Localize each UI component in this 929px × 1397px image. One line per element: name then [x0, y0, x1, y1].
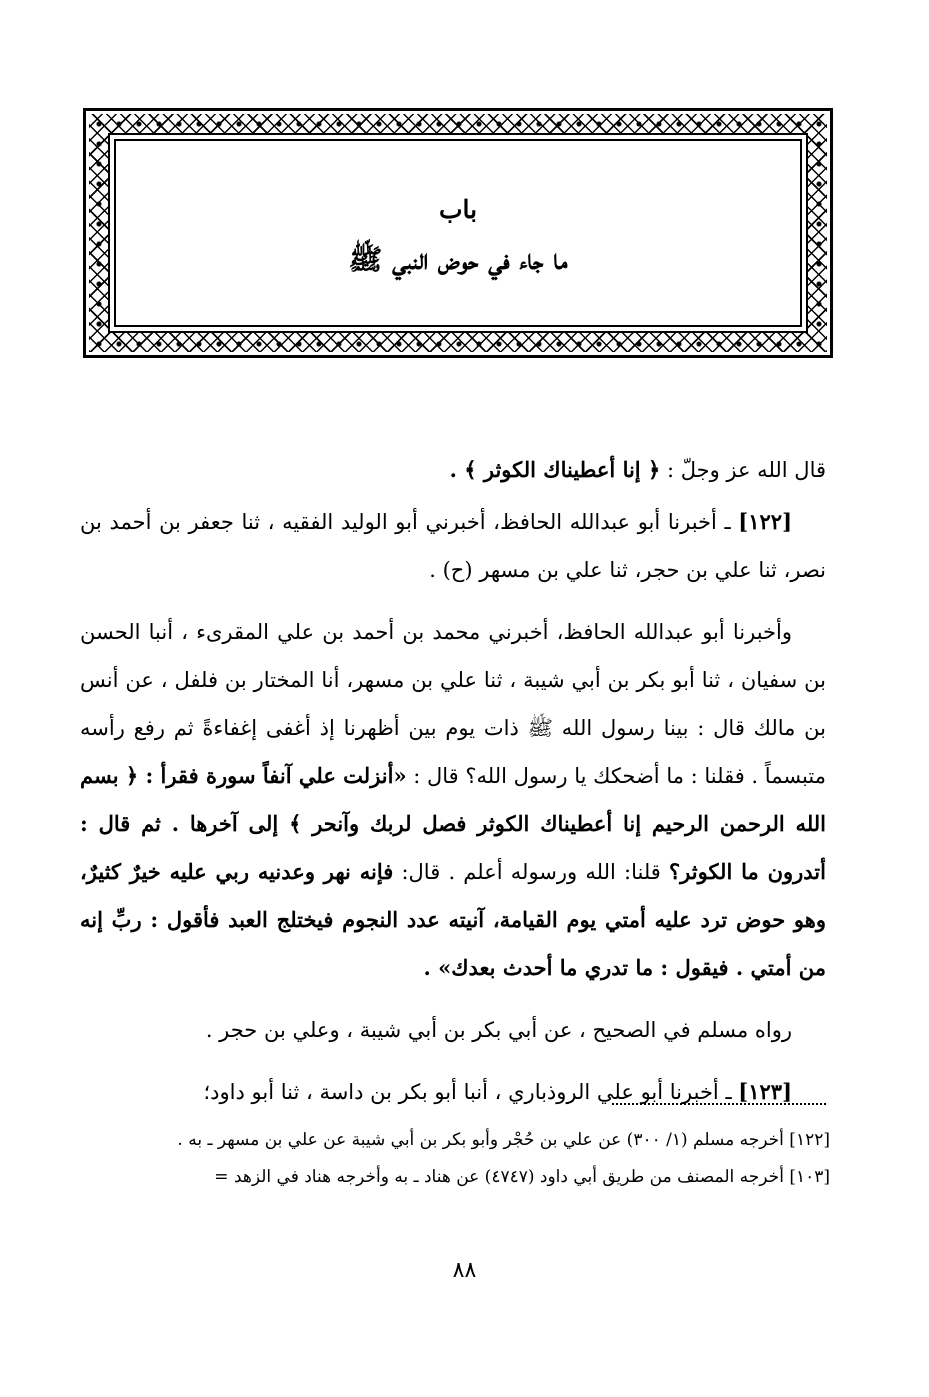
chain-paragraph [80, 608, 826, 992]
footnotes [78, 1124, 830, 1198]
footnote-separator [612, 1103, 826, 1105]
footnote-103: [١٠٣] أخرجه المصنف من طريق أبي داود (٤٧٤٧) عن هناد ـ به وأخرجه هناد في الزهد = [214, 1167, 830, 1187]
bold-quote-1: «أنزلت علي آنفاً سورة فقرأ : ﴿ بسم الله الرحمن الرحيم إنا أعطيناك الكوثر فصل لربك وآنحر ﴾ إلى آخرها . ثم قال : أتدرون ما الكوثر؟ [80, 763, 826, 884]
chain-text: وأخبرنا أبو عبدالله الحافظ، أخبرني محمد بن أحمد بن علي المقرىء ، أنبا الحسن بن سفيان ، ثنا أبو بكر بن أبي شيبة ، ثنا علي بن مسهر، أنا المختار بن فلفل ، عن أنس بن مالك قال : بينا رسول الله ﷺ ذات يوم بين أظهرنا إذ أغفى إغفاءةً ثم رفع رأسه متبسماً . فقلنا : ما أضحكك يا رسول الله؟ قال : [80, 620, 826, 788]
intro-paragraph [80, 446, 826, 494]
main-text [80, 446, 826, 1116]
muslim-paragraph: رواه مسلم في الصحيح ، عن أبي بكر بن أبي شيبة ، وعلي بن حجر . [205, 1018, 792, 1042]
hadith-123-paragraph [80, 1068, 826, 1116]
plain-mid: قلنا: الله ورسوله أعلم . قال: [393, 860, 670, 884]
chapter-header-frame [83, 108, 833, 358]
hadith-122-number: [١٢٢] [738, 509, 792, 534]
header-panel [114, 139, 802, 327]
bold-quote-2: فإنه نهر وعدنيه ربي عليه خيرٌ كثيرٌ، وهو حوض ترد عليه أمتي يوم القيامة، آنيته عدد النجوم فيختلج العبد فأقول : ربِّ إنه من أمتي . فيقول : ما تدري ما أحدث بعدك» . [80, 859, 826, 980]
hadith-123-text: ـ أخبرنا أبو علي الروذباري ، أنبا أبو بكر بن داسة ، ثنا أبو داود؛ [203, 1080, 739, 1104]
intro-verse: ﴿ إنا أعطيناك الكوثر ﴾ . [449, 457, 661, 482]
chapter-title: ما جاء في حوض النبي ﷺ [348, 243, 568, 276]
footnote-122: [١٢٢] أخرجه مسلم (١/ ٣٠٠) عن علي بن حُجْر وأبو بكر بن أبي شيبة عن علي بن مسهر ـ به . [177, 1130, 830, 1150]
hadith-122-paragraph [80, 498, 826, 594]
intro-plain: قال الله عز وجلّ : [660, 458, 826, 482]
chapter-label: باب [438, 195, 478, 224]
hadith-123-number: [١٢٣] [738, 1079, 792, 1104]
page-number: ٨٨ [452, 1258, 477, 1283]
hadith-122-text: ـ أخبرنا أبو عبدالله الحافظ، أخبرني أبو الوليد الفقيه ، ثنا جعفر بن أحمد بن نصر، ثنا علي بن حجر، ثنا علي بن مسهر (ح) . [80, 510, 826, 582]
